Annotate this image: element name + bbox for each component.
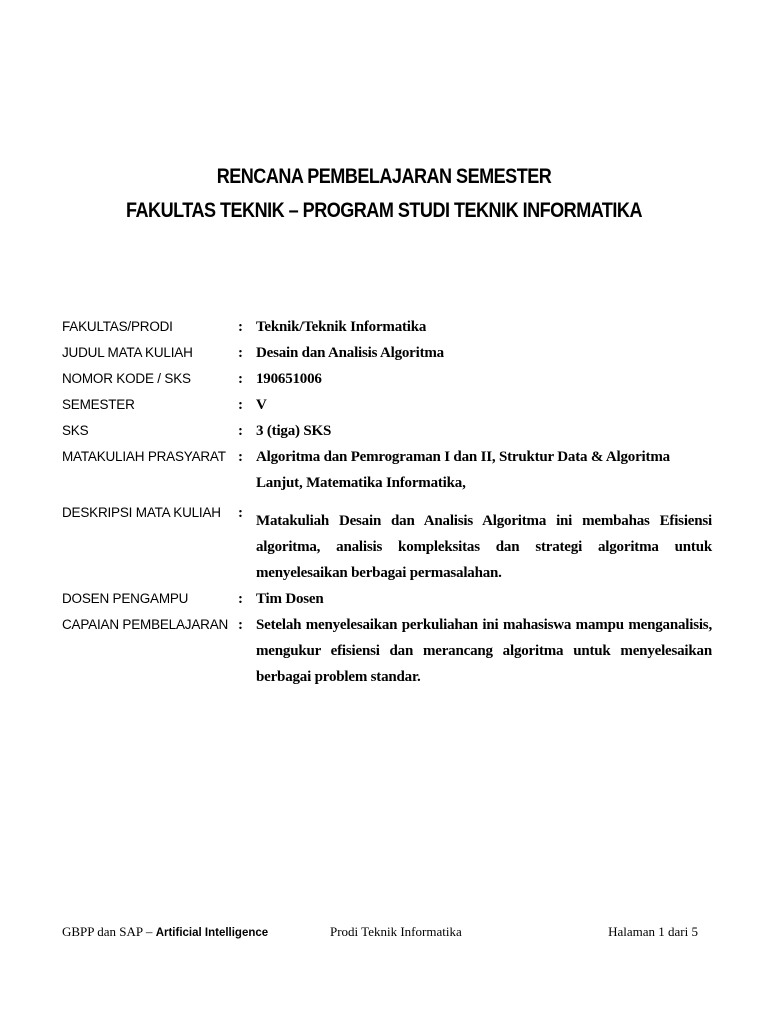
info-value: Desain dan Analisis Algoritma	[256, 345, 444, 361]
info-value: Algoritma dan Pemrograman I dan II, Struktur Data & Algoritma Lanjut, Matematika Informatika,	[256, 449, 670, 491]
footer-document-label	[62, 924, 268, 940]
footer-prefix: GBPP dan SAP –	[62, 924, 156, 939]
course-info-table	[62, 314, 712, 690]
info-label: CAPAIAN PEMBELAJARAN	[62, 617, 229, 632]
info-colon: :	[238, 617, 243, 633]
info-value: Matakuliah Desain dan Analisis Algoritma ini membahas Efisiensi algoritma, analisis kompleksitas dan strategi algoritma untuk menyelesaikan berbagai permasalahan.	[256, 513, 712, 581]
info-label: SKS	[62, 423, 89, 438]
info-value: 3 (tiga) SKS	[256, 423, 332, 439]
page-footer	[62, 924, 698, 948]
info-colon: :	[238, 505, 243, 521]
info-row-code	[62, 366, 712, 392]
info-row-sks	[62, 418, 712, 444]
info-label: DESKRIPSI MATA KULIAH	[62, 505, 221, 520]
info-label: SEMESTER	[62, 397, 135, 412]
info-row-course-title	[62, 340, 712, 366]
info-row-faculty	[62, 314, 712, 340]
info-colon: :	[238, 397, 243, 413]
info-row-semester	[62, 392, 712, 418]
info-row-description	[62, 496, 712, 586]
info-row-lecturer	[62, 586, 712, 612]
info-colon: :	[238, 423, 243, 439]
document-title	[0, 160, 768, 228]
title-line-1: RENCANA PEMBELAJARAN SEMESTER	[216, 165, 552, 188]
info-value: 190651006	[256, 371, 322, 387]
info-value: Teknik/Teknik Informatika	[256, 319, 427, 335]
info-value: V	[256, 397, 267, 413]
info-label: FAKULTAS/PRODI	[62, 319, 173, 334]
footer-program: Prodi Teknik Informatika	[330, 924, 462, 939]
footer-page-number: Halaman 1 dari 5	[608, 924, 698, 939]
info-value: Setelah menyelesaikan perkuliahan ini mahasiswa mampu menganalisis, mengukur efisiensi dan merancang algoritma untuk menyelesaikan berbagai problem standar.	[256, 617, 712, 685]
footer-course-name: Artificial Intelligence	[155, 927, 269, 939]
info-label: MATAKULIAH PRASYARAT	[62, 449, 226, 464]
info-label: JUDUL MATA KULIAH	[62, 345, 193, 360]
info-value: Tim Dosen	[256, 591, 324, 607]
info-colon: :	[238, 449, 243, 465]
title-line-2: FAKULTAS TEKNIK – PROGRAM STUDI TEKNIK INFORMATIKA	[126, 199, 642, 222]
info-colon: :	[238, 591, 243, 607]
info-label: DOSEN PENGAMPU	[62, 591, 189, 606]
info-colon: :	[238, 345, 243, 361]
info-row-learning-outcome	[62, 612, 712, 690]
info-colon: :	[238, 319, 243, 335]
info-label: NOMOR KODE / SKS	[62, 371, 191, 386]
info-colon: :	[238, 371, 243, 387]
info-row-prerequisite	[62, 444, 712, 496]
